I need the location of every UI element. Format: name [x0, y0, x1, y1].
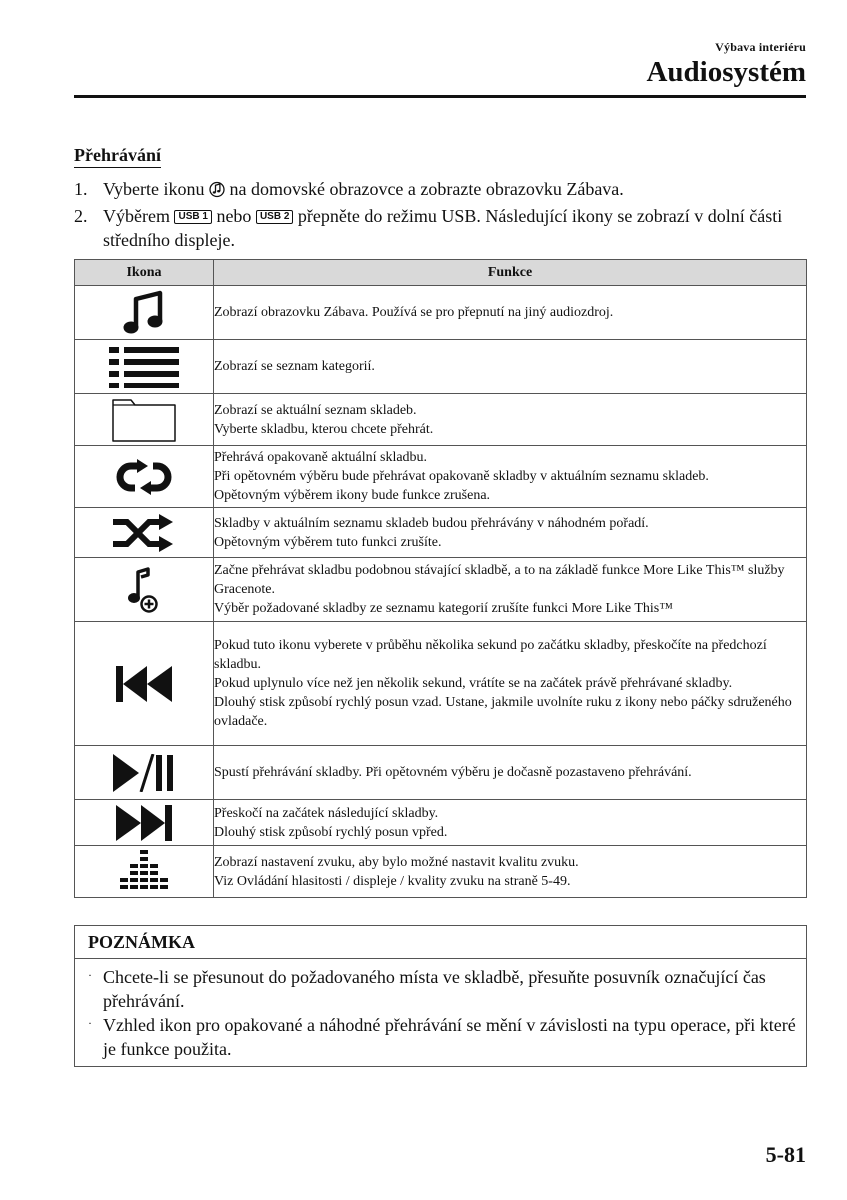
step-text: Vyberte ikonu na domovské obrazovce a zobrazte obrazovku Zábava.: [103, 177, 794, 204]
note-item: [88, 1013, 806, 1061]
shuffle-icon: [113, 514, 175, 552]
icon-function-table: [74, 259, 807, 898]
page-number: 5-81: [765, 1142, 806, 1167]
function-description: Spustí přehrávání skladby. Při opětovném výběru je dočasně pozastaveno přehrávání.: [214, 746, 807, 800]
play-pause-icon: [113, 754, 175, 792]
step-1: [74, 177, 794, 204]
table-row: [75, 340, 807, 394]
note-box: [74, 925, 807, 1067]
function-description: Přeskočí na začátek následující skladby. Dlouhý stisk způsobí rychlý posun vpřed.: [214, 800, 807, 846]
step-number: 1.: [74, 179, 88, 199]
previous-track-icon: [116, 666, 172, 702]
note-text: Vzhled ikon pro opakované a náhodné přehrávání se mění v závislosti na typu operace, při které je funkce použita.: [103, 1015, 796, 1059]
note-text: Chcete-li se přesunout do požadovaného místa ve skladbě, přesuňte posuvník označující čas přehrávání.: [103, 967, 766, 1011]
note-list: [75, 959, 806, 1061]
step-number: 2.: [74, 206, 88, 226]
note-item: [88, 965, 806, 1013]
header-rule: [74, 95, 806, 98]
function-description: Zobrazí se seznam kategorií.: [214, 340, 807, 394]
more-like-this-icon: [127, 567, 161, 613]
function-description: Začne přehrávat skladbu podobnou stávající skladbě, a to na základě funkce More Like This™ služby Gracenote. Výběr požadované skladby ze seznamu kategorií zrušíte funkci More Like This™: [214, 558, 807, 622]
table-row: [75, 800, 807, 846]
table-row: [75, 394, 807, 446]
note-title: POZNÁMKA: [75, 926, 806, 959]
table-row: [75, 558, 807, 622]
function-description: Skladby v aktuálním seznamu skladeb budou přehrávány v náhodném pořadí. Opětovným výběrem tuto funkci zrušíte.: [214, 508, 807, 558]
function-description: Zobrazí obrazovku Zábava. Používá se pro přepnutí na jiný audiozdroj.: [214, 286, 807, 340]
entertainment-note-icon: [209, 180, 225, 204]
next-track-icon: [116, 805, 172, 841]
steps-list: [74, 177, 794, 252]
repeat-icon: [115, 458, 173, 496]
table-row: [75, 446, 807, 508]
table-header-row: [75, 260, 807, 286]
function-description: Pokud tuto ikonu vyberete v průběhu několika sekund po začátku skladby, přeskočíte na předchozí skladbu. Pokud uplynulo více než jen několik sekund, vrátíte se na začátek právě přehrávané skladby. Dlouhý stisk způsobí rychlý posun vzad. Ustane, jakmile uvolníte ruku z ikony nebo páčky sdruženého ovladače.: [214, 622, 807, 746]
function-description: Zobrazí nastavení zvuku, aby bylo možné nastavit kvalitu zvuku. Viz Ovládání hlasitosti / displeje / kvality zvuku na straně 5-49.: [214, 846, 807, 898]
list-icon: [109, 346, 179, 388]
page-title: Audiosystém: [646, 56, 806, 88]
section-label: Výbava interiéru: [715, 40, 806, 54]
folder-icon: [112, 398, 176, 442]
step-text: Výběrem USB 1 nebo USB 2 přepněte do režimu USB. Následující ikony se zobrazí v dolní části středního displeje.: [103, 206, 783, 250]
music-note-icon: [122, 290, 166, 336]
table-row: [75, 746, 807, 800]
equalizer-icon: [120, 850, 168, 894]
table-row: [75, 508, 807, 558]
column-header-function: Funkce: [214, 260, 807, 286]
function-description: Zobrazí se aktuální seznam skladeb. Vyberte skladbu, kterou chcete přehrát.: [214, 394, 807, 446]
bullet: ·: [88, 1016, 92, 1030]
table-row: [75, 846, 807, 898]
usb1-key: USB 1: [174, 210, 211, 224]
usb2-key: USB 2: [256, 210, 293, 224]
playback-heading: Přehrávání: [74, 145, 161, 168]
function-description: Přehrává opakovaně aktuální skladbu. Při opětovném výběru bude přehrávat opakovaně skladby v aktuálním seznamu skladeb. Opětovným výběrem ikony bude funkce zrušena.: [214, 446, 807, 508]
bullet: ·: [88, 968, 92, 982]
table-row: [75, 286, 807, 340]
table-row: [75, 622, 807, 746]
step-2: [74, 204, 794, 252]
column-header-icon: Ikona: [75, 260, 214, 286]
